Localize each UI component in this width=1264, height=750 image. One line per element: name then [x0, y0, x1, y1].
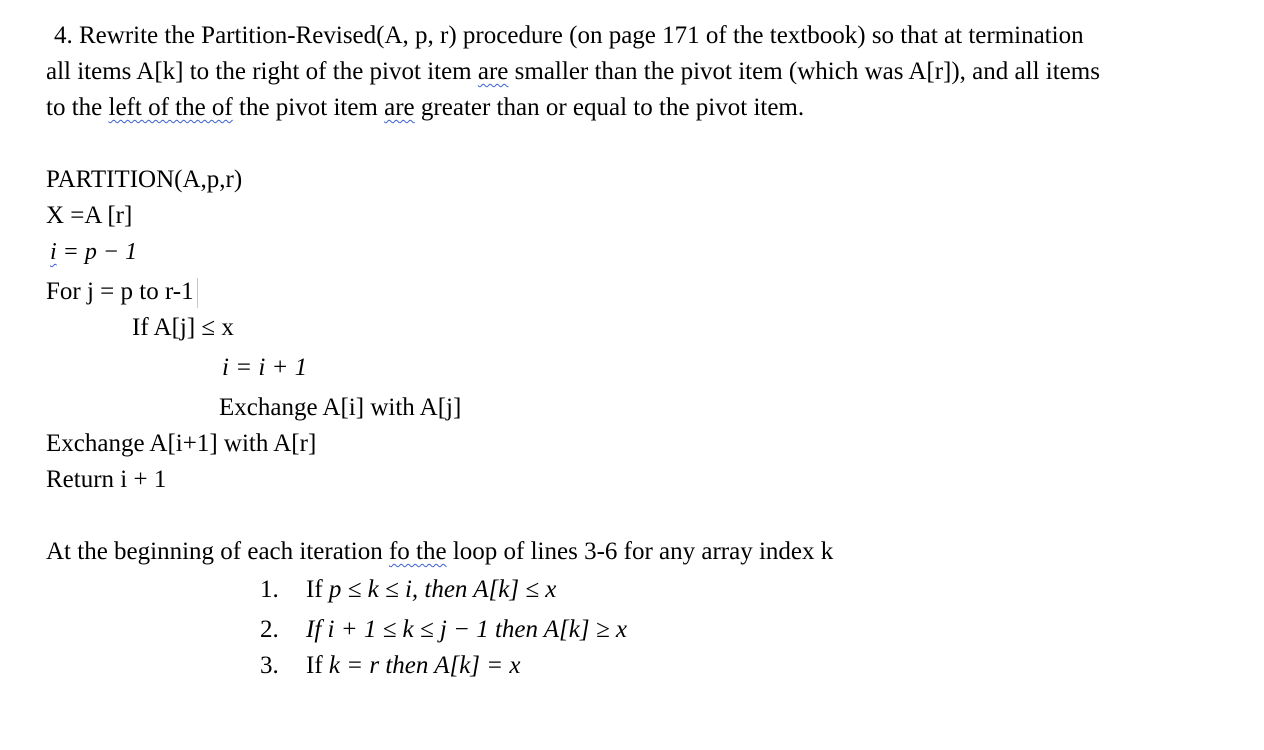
invariant-intro-a: At the beginning of each iteration: [46, 538, 389, 565]
question-text-2a: all items A[k] to the right of the pivot item: [46, 58, 478, 85]
question-line-2: [46, 57, 1100, 87]
question-line-3: [46, 93, 804, 123]
code-inc-i: i = i + 1: [222, 354, 308, 381]
question-text-3c: greater than or equal to the pivot item.: [414, 94, 805, 121]
invariant-item-2: [260, 615, 627, 645]
spellcheck-are-2[interactable]: are: [384, 94, 415, 121]
code-return: Return i + 1: [46, 466, 167, 493]
spellcheck-i[interactable]: i: [50, 239, 57, 265]
question-text-2b: smaller than the pivot item (which was A[r]), and all items: [508, 58, 1100, 85]
code-exchange-outer: Exchange A[i+1] with A[r]: [46, 430, 317, 457]
code-header: PARTITION(A,p,r): [46, 166, 243, 193]
spellcheck-left-of-the-of[interactable]: left of the of: [108, 94, 233, 121]
invariant-item-2-expr: If i + 1 ≤ k ≤ j − 1 then A[k] ≥ x: [306, 616, 627, 643]
invariant-item-3: [260, 651, 520, 681]
invariant-item-1-word: If: [306, 576, 329, 603]
invariant-item-1-expr: p ≤ k ≤ i, then A[k] ≤ x: [328, 576, 557, 603]
code-assign-i: [50, 237, 137, 267]
question-line-1: [54, 21, 1084, 51]
invariant-item-3-expr: k = r then A[k] = x: [328, 652, 521, 679]
code-if-line: If A[j] ≤ x: [132, 314, 234, 341]
code-assign-x: X =A [r]: [46, 202, 133, 229]
invariant-item-1: [260, 575, 556, 605]
invariant-item-3-number: 3.: [260, 652, 279, 679]
code-assign-i-rhs: = p − 1: [56, 239, 138, 265]
invariant-item-1-number: 1.: [260, 576, 279, 603]
question-text-3b: the pivot item: [232, 94, 385, 121]
invariant-intro: [46, 537, 833, 567]
invariant-item-2-number: 2.: [260, 616, 279, 643]
spellcheck-are-1[interactable]: are: [477, 58, 509, 85]
code-exchange-inner: Exchange A[i] with A[j]: [219, 394, 462, 421]
spellcheck-fo-the[interactable]: fo the: [388, 538, 447, 565]
code-for-line: [46, 277, 198, 308]
question-text-3a: to the: [46, 94, 109, 121]
question-text-1: 4. Rewrite the Partition-Revised(A, p, r) procedure (on page 171 of the textbook) so that at termination: [54, 22, 1084, 49]
text-cursor: [197, 278, 198, 308]
invariant-intro-b: loop of lines 3-6 for any array index k: [446, 538, 834, 565]
code-for-text: For j = p to r-1: [46, 278, 194, 305]
invariant-item-3-word: If: [306, 652, 329, 679]
